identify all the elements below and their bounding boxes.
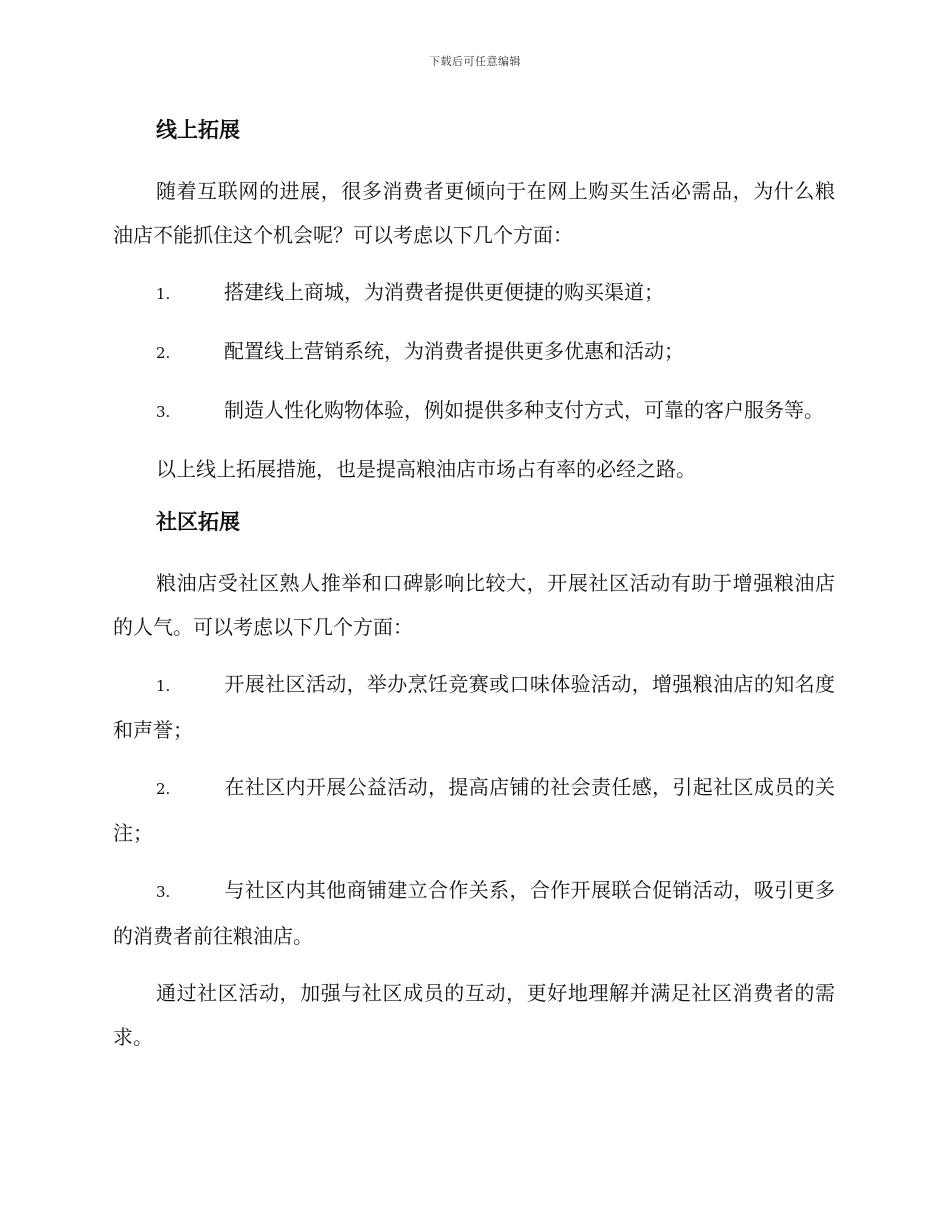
list-item: [113, 388, 835, 434]
list-item-text: 开展社区活动，举办烹饪竞赛或口味体验活动，增强粮油店的知名度和声誉；: [113, 672, 835, 742]
list-number: 3.: [156, 883, 171, 901]
list-item-text: 在社区内开展公益活动，提高店铺的社会责任感，引起社区成员的关注；: [113, 775, 835, 845]
list-item: [113, 868, 835, 958]
list-number: 1.: [156, 677, 171, 695]
section-intro-community: 粮油店受社区熟人推举和口碑影响比较大，开展社区活动有助于增强粮油店的人气。可以考虑以下几个方面：: [113, 571, 835, 639]
list-item-text: 配置线上营销系统，为消费者提供更多优惠和活动；: [224, 339, 684, 363]
section-intro-online: 随着互联网的进展，很多消费者更倾向于在网上购买生活必需品，为什么粮油店不能抓住这个机会呢？可以考虑以下几个方面：: [113, 179, 835, 247]
list-item-text: 制造人性化购物体验，例如提供多种支付方式，可靠的客户服务等。: [224, 398, 824, 422]
list-item: [113, 329, 835, 375]
list-number: 2.: [156, 344, 171, 362]
list-item-text: 搭建线上商城，为消费者提供更便捷的购买渠道；: [224, 280, 664, 304]
list-number: 1.: [156, 285, 171, 303]
section-conclusion-community: 通过社区活动，加强与社区成员的互动，更好地理解并满足社区消费者的需求。: [113, 981, 835, 1049]
list-item: [113, 662, 835, 752]
list-item: [113, 765, 835, 855]
section-conclusion-online: 以上线上拓展措施，也是提高粮油店市场占有率的必经之路。: [156, 457, 696, 481]
section-heading-online: 线上拓展: [156, 118, 240, 142]
list-number: 2.: [156, 780, 171, 798]
list-item: [113, 270, 835, 316]
list-number: 3.: [156, 403, 171, 421]
list-item-text: 与社区内其他商铺建立合作关系，合作开展联合促销活动，吸引更多的消费者前往粮油店。: [113, 878, 835, 948]
page-header: 下载后可任意编辑: [429, 55, 521, 68]
section-heading-community: 社区拓展: [156, 510, 240, 534]
document-body: [113, 112, 835, 1072]
